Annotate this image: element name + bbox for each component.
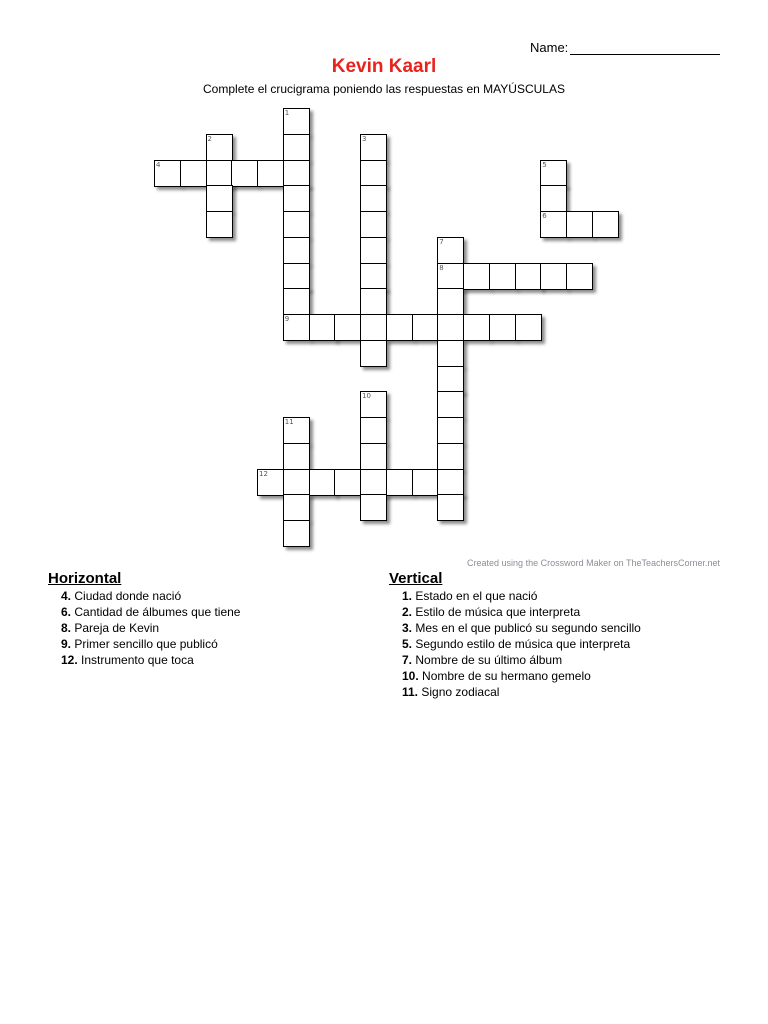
crossword-cell[interactable] — [360, 314, 387, 341]
clue-item: 3. Mes en el que publicó su segundo sencillo — [402, 621, 641, 635]
crossword-cell[interactable] — [283, 211, 310, 238]
crossword-cell[interactable] — [437, 288, 464, 315]
crossword-cell[interactable] — [360, 417, 387, 444]
crossword-cell[interactable] — [437, 237, 464, 264]
crossword-cell[interactable] — [283, 469, 310, 496]
crossword-cell[interactable] — [283, 160, 310, 187]
crossword-cell[interactable] — [283, 263, 310, 290]
cell-number: 1 — [284, 109, 290, 117]
crossword-cell[interactable] — [360, 263, 387, 290]
down-clues — [389, 570, 719, 700]
crossword-cell[interactable] — [283, 288, 310, 315]
page-title: Kevin Kaarl — [331, 56, 437, 77]
crossword-cell[interactable] — [515, 314, 542, 341]
crossword-cell[interactable] — [540, 160, 567, 187]
crossword-cell[interactable] — [489, 263, 516, 290]
crossword-cell[interactable] — [360, 443, 387, 470]
crossword-cell[interactable] — [283, 417, 310, 444]
crossword-cell[interactable] — [566, 211, 593, 238]
cell-number: 4 — [156, 160, 161, 169]
name-label: Name: — [530, 40, 569, 55]
crossword-cell[interactable] — [463, 314, 490, 341]
clue-item: 10. Nombre de su hermano gemelo — [402, 669, 591, 683]
crossword-cell[interactable] — [360, 340, 387, 367]
clue-item: 9. Primer sencillo que publicó — [61, 637, 218, 651]
crossword-cell[interactable] — [283, 134, 310, 161]
crossword-cell[interactable] — [566, 263, 593, 290]
across-clues — [48, 570, 378, 668]
crossword-cell[interactable] — [206, 160, 233, 187]
crossword-cell[interactable] — [283, 494, 310, 521]
crossword-cell[interactable] — [360, 134, 387, 161]
clue-item: 12. Instrumento que toca — [61, 653, 194, 667]
crossword-cell[interactable] — [540, 185, 567, 212]
clue-item: 6. Cantidad de álbumes que tiene — [61, 605, 241, 619]
cell-number: 7 — [439, 237, 444, 246]
crossword-cell[interactable] — [206, 134, 233, 161]
cell-number: 9 — [284, 315, 290, 323]
crossword-cell[interactable] — [386, 469, 413, 496]
crossword-cell[interactable] — [592, 211, 619, 238]
crossword-cell[interactable] — [257, 469, 284, 496]
crossword-cell[interactable] — [283, 520, 310, 547]
crossword-cell[interactable] — [540, 211, 567, 238]
credit-line: Created using the Crossword Maker on TheTeachersCorner.net — [467, 558, 720, 568]
crossword-cell[interactable] — [360, 288, 387, 315]
crossword-cell[interactable] — [180, 160, 207, 187]
crossword-cell[interactable] — [283, 108, 310, 135]
crossword-cell[interactable] — [154, 160, 181, 187]
cell-number: 10 — [362, 392, 371, 401]
crossword-cell[interactable] — [360, 391, 387, 418]
crossword-cell[interactable] — [334, 314, 361, 341]
crossword-cell[interactable] — [386, 314, 413, 341]
crossword-cell[interactable] — [515, 263, 542, 290]
crossword-cell[interactable] — [283, 443, 310, 470]
cell-number: 8 — [439, 263, 444, 272]
crossword-cell[interactable] — [463, 263, 490, 290]
clue-item: 2. Estilo de música que interpreta — [402, 605, 581, 619]
clue-item: 4. Ciudad donde nació — [61, 589, 182, 603]
cell-number: 5 — [542, 160, 547, 169]
crossword-cell[interactable] — [283, 185, 310, 212]
instructions: Complete el crucigrama poniendo las respuestas en MAYÚSCULAS — [203, 82, 565, 96]
clue-item: 7. Nombre de su último álbum — [402, 653, 563, 667]
clue-item: 8. Pareja de Kevin — [61, 621, 160, 635]
crossword-cell[interactable] — [231, 160, 258, 187]
crossword-cell[interactable] — [437, 314, 464, 341]
crossword-cell[interactable] — [206, 185, 233, 212]
crossword-cell[interactable] — [360, 211, 387, 238]
crossword-cell[interactable] — [334, 469, 361, 496]
crossword-cell[interactable] — [360, 185, 387, 212]
clue-item: 11. Signo zodiacal — [402, 685, 500, 699]
crossword-cell[interactable] — [309, 469, 336, 496]
down-heading: Vertical — [389, 570, 443, 587]
crossword-cell[interactable] — [360, 469, 387, 496]
crossword-cell[interactable] — [540, 263, 567, 290]
crossword-cell[interactable] — [360, 237, 387, 264]
crossword-cell[interactable] — [437, 417, 464, 444]
cell-number: 11 — [284, 418, 294, 426]
crossword-cell[interactable] — [437, 340, 464, 367]
crossword-cell[interactable] — [257, 160, 284, 187]
crossword-cell[interactable] — [437, 391, 464, 418]
crossword-cell[interactable] — [360, 160, 387, 187]
crossword-cell[interactable] — [489, 314, 516, 341]
across-heading: Horizontal — [48, 570, 122, 587]
crossword-cell[interactable] — [360, 494, 387, 521]
clue-item: 5. Segundo estilo de música que interpreta — [402, 637, 631, 651]
crossword-cell[interactable] — [412, 469, 439, 496]
crossword-cell[interactable] — [412, 314, 439, 341]
crossword-cell[interactable] — [283, 314, 310, 341]
cell-number: 3 — [362, 134, 367, 143]
cell-number: 2 — [207, 134, 212, 143]
clue-item: 1. Estado en el que nació — [402, 589, 538, 603]
crossword-cell[interactable] — [437, 469, 464, 496]
crossword-cell[interactable] — [283, 237, 310, 264]
cell-number: 6 — [542, 212, 547, 220]
crossword-cell[interactable] — [437, 443, 464, 470]
crossword-cell[interactable] — [437, 494, 464, 521]
crossword-cell[interactable] — [309, 314, 336, 341]
crossword-cell[interactable] — [206, 211, 233, 238]
cell-number: 12 — [259, 469, 268, 478]
crossword-cell[interactable] — [437, 366, 464, 393]
crossword-cell[interactable] — [437, 263, 464, 290]
